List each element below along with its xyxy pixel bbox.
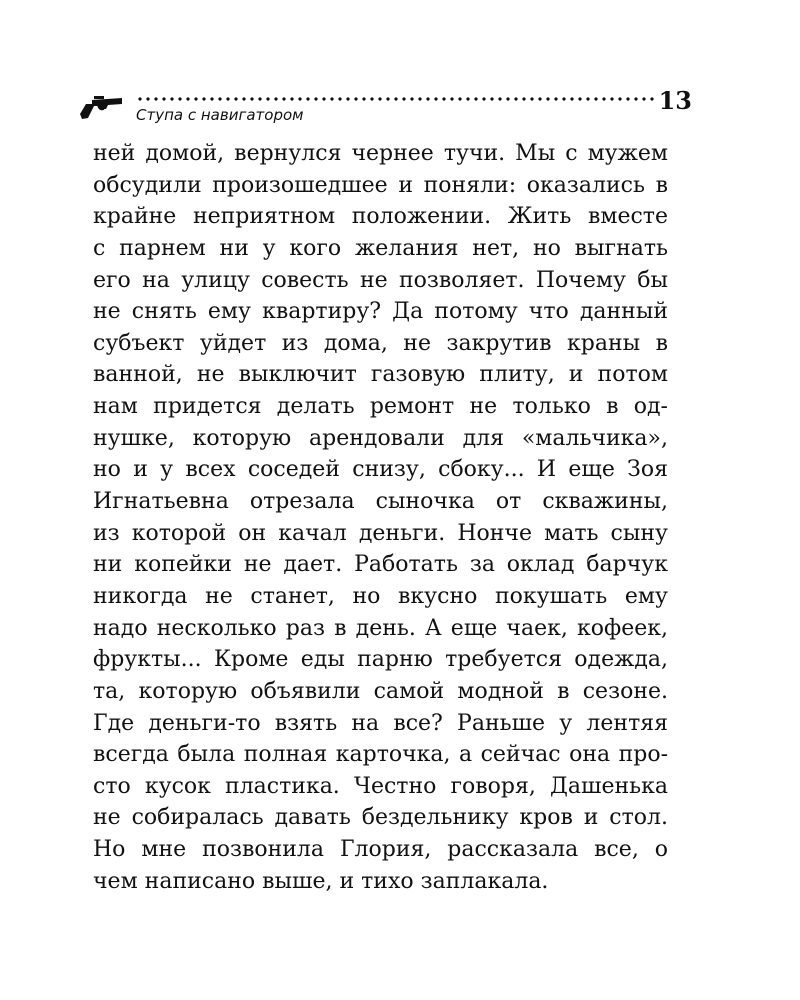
- text-line: сто кусок пластика. Честно говоря, Дашенька: [93, 773, 668, 799]
- text-line: Но мне позвонила Глория, рассказала все, о: [93, 837, 668, 863]
- text-line: обсудили произошедшее и поняли: оказались в: [93, 172, 668, 198]
- text-line: нушке, которую арендовали для «мальчика»,: [93, 425, 668, 451]
- text-line: не собиралась давать бездельнику кров и стол.: [93, 805, 668, 831]
- revolver-icon: [78, 92, 124, 122]
- text-line: из которой он качал деньги. Нонче мать сыну: [93, 520, 668, 546]
- text-line: не снять ему квартиру? Да потому что данный: [93, 299, 668, 325]
- text-line: ванной, не выключит газовую плиту, и потом: [93, 362, 668, 388]
- dotted-rule: [136, 96, 658, 102]
- text-line: никогда не станет, но вкусно покушать ему: [93, 583, 668, 609]
- page-number: 13: [658, 86, 692, 115]
- text-line: ней домой, вернулся чернее тучи. Мы с мужем: [93, 141, 668, 166]
- body-text: [93, 138, 668, 897]
- text-line: его на улицу совесть не позволяет. Почему бы: [93, 267, 668, 293]
- text-line: та, которую объявили самой модной в сезоне.: [93, 678, 668, 704]
- text-line: ни копейки не дает. Работать за оклад барчук: [93, 552, 668, 578]
- text-line: всегда была полная карточка, а сейчас она про-: [93, 742, 668, 768]
- text-line: но и у всех соседей снизу, сбоку... И еще Зоя: [93, 457, 668, 483]
- text-line: субъект уйдет из дома, не закрутив краны в: [93, 330, 668, 356]
- text-line: крайне неприятном положении. Жить вместе: [93, 204, 668, 230]
- text-line: Игнатьевна отрезала сыночка от скважины,: [93, 489, 668, 515]
- text-line: надо несколько раз в день. А еще чаек, кофеек,: [93, 615, 668, 641]
- text-line: нам придется делать ремонт не только в од-: [93, 394, 668, 420]
- text-line: фрукты... Кроме еды парню требуется одежда,: [93, 647, 668, 673]
- page-header: [78, 86, 692, 126]
- text-line: с парнем ни у кого желания нет, но выгнать: [93, 235, 668, 261]
- text-line: Где деньги-то взять на все? Раньше у лентяя: [93, 710, 668, 736]
- running-title: Ступа с навигатором: [136, 106, 304, 124]
- text-line: чем написано выше, и тихо заплакала.: [93, 868, 549, 894]
